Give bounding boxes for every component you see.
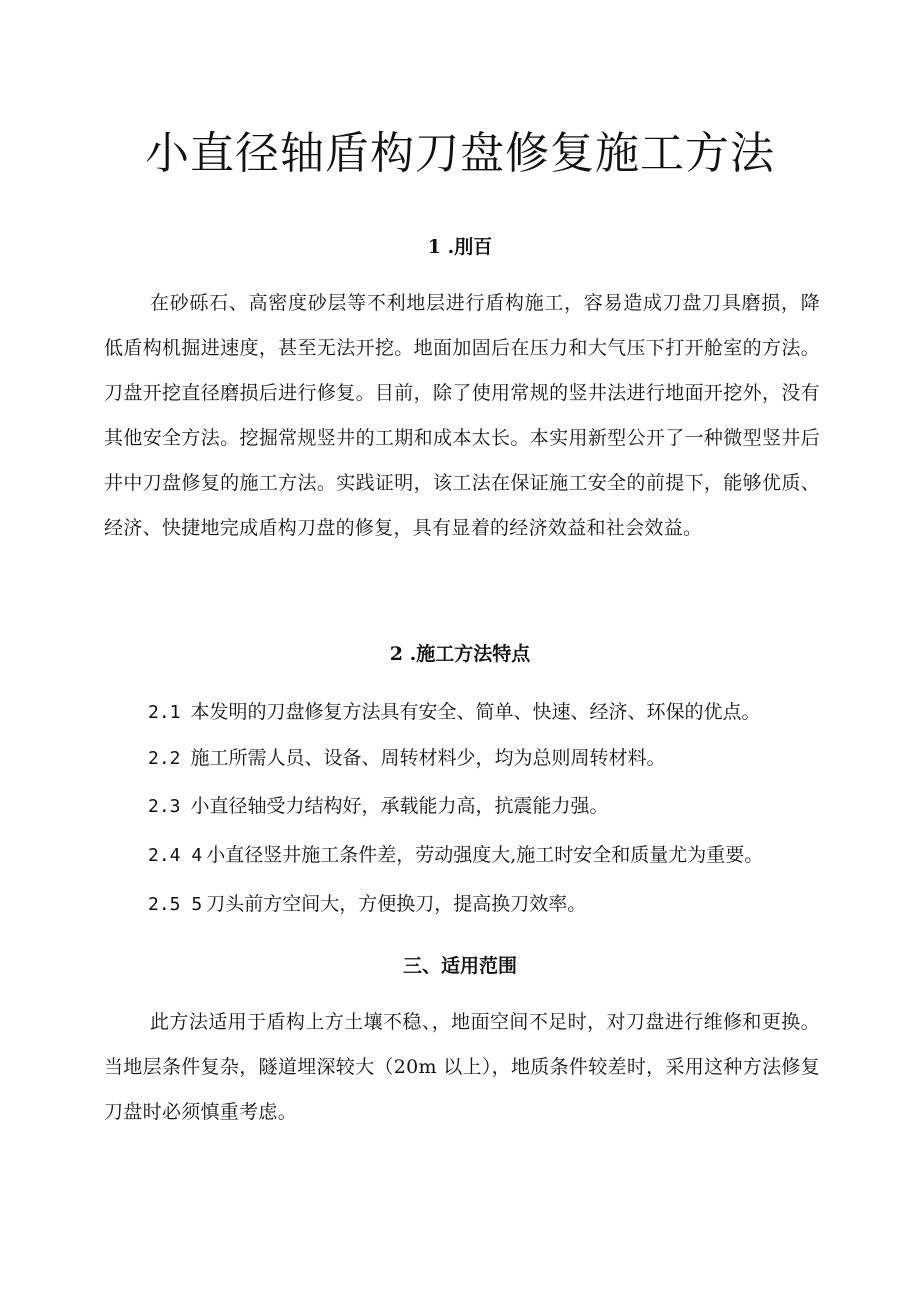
feature-item-text: 小直径竖井施工条件差，劳动强度大,施工时安全和质量尤为重要。: [206, 844, 764, 866]
section-paragraph-scope: 此方法适用于盾构上方土壤不稳、，地面空间不足时，对刀盘进行维修和更换。当地层条件复杂，隧道埋深较大（20m 以上），地质条件较差时，采用这种方法修复刀盘时必须慎重考虑。: [104, 1011, 820, 1123]
feature-item-number: 2.1: [148, 702, 181, 723]
feature-item-number: 2.2: [148, 748, 181, 769]
section-heading-preface: 1 .刖百: [427, 236, 493, 258]
feature-item-text: 小直径轴受力结构好，承载能力高，抗震能力强。: [190, 795, 609, 817]
feature-item: [148, 792, 828, 821]
feature-item-text: 本发明的刀盘修复方法具有安全、简单、快速、经济、环保的优点。: [190, 701, 761, 723]
feature-item: [148, 841, 828, 870]
feature-item: [148, 698, 828, 727]
section-paragraph-preface: 在砂砾石、高密度砂层等不利地层进行盾构施工，容易造成刀盘刀具磨损，降低盾构机掘进速度，甚至无法开挖。地面加固后在压力和大气压下打开舱室的方法。刀盘开挖直径磨损后进行修复。目前，除了使用常规的竖井法进行地面开挖外，没有其他安全方法。挖掘常规竖井的工期和成本太长。本实用新型公开了一种微型竖井后井中刀盘修复的施工方法。实践证明，该工法在保证施工安全的前提下，能够优质、经济、快捷地完成盾构刀盘的修复，具有显着的经济效益和社会效益。: [104, 292, 820, 539]
feature-item-number: 2.4 4: [148, 845, 203, 866]
feature-item-number: 2.5 5: [148, 894, 203, 915]
feature-item: [148, 890, 828, 919]
document-title: 小直径轴盾构刀盘修复施工方法: [145, 128, 775, 179]
feature-item-text: 施工所需人员、设备、周转材料少，均为总则周转材料。: [190, 747, 666, 769]
section-heading-features: 2 .施工方法特点: [389, 643, 531, 665]
feature-item-number: 2.3: [148, 796, 181, 817]
section-heading-scope: 三、适用范围: [402, 955, 517, 977]
feature-item-text: 刀头前方空间大，方便换刀，提高换刀效率。: [206, 893, 587, 915]
feature-item: [148, 744, 828, 773]
